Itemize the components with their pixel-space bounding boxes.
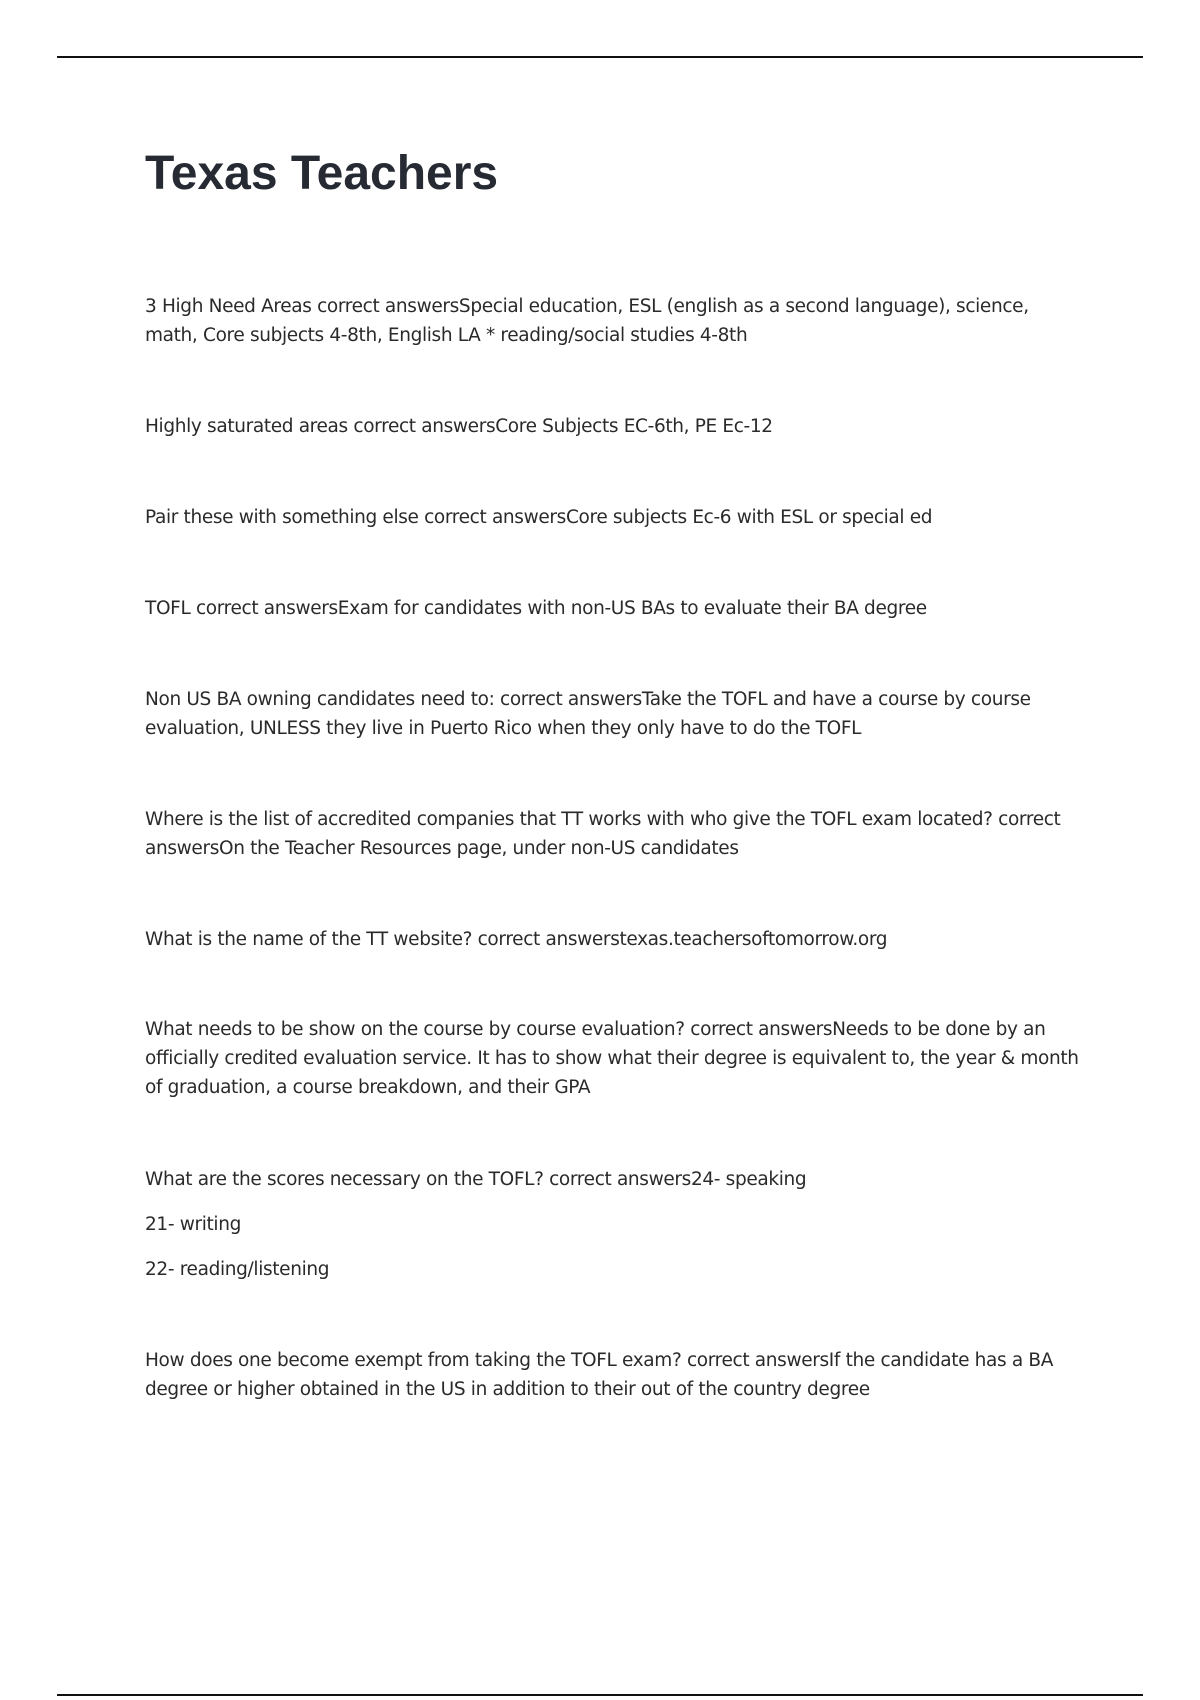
qa-text: 3 High Need Areas correct answersSpecial education, ESL (english as a second language), science, math, Core subjects 4-8th, English LA * reading/social studies 4-8th	[145, 296, 1029, 346]
qa-entry	[145, 292, 1085, 350]
top-rule	[57, 56, 1143, 58]
qa-entry	[145, 1346, 1085, 1404]
qa-text: What is the name of the TT website? correct answerstexas.teachersoftomorrow.org	[145, 929, 888, 950]
qa-text-line: 22- reading/listening	[145, 1259, 330, 1280]
qa-text: TOFL correct answersExam for candidates with non-US BAs to evaluate their BA degree	[145, 598, 927, 619]
bottom-rule	[57, 1694, 1143, 1696]
qa-entry	[145, 1165, 1085, 1284]
qa-text: Highly saturated areas correct answersCore Subjects EC-6th, PE Ec-12	[145, 416, 773, 437]
qa-text-line: 21- writing	[145, 1214, 241, 1235]
qa-text: Pair these with something else correct answersCore subjects Ec-6 with ESL or special ed	[145, 507, 933, 528]
qa-entry	[145, 503, 1085, 532]
qa-text: What are the scores necessary on the TOFL? correct answers24- speaking	[145, 1169, 807, 1190]
qa-entry	[145, 805, 1085, 863]
qa-entry	[145, 412, 1085, 441]
qa-entry	[145, 685, 1085, 743]
qa-text: How does one become exempt from taking the TOFL exam? correct answersIf the candidate has a BA degree or higher obtained in the US in addition to their out of the country degree	[145, 1350, 1054, 1400]
qa-text: Where is the list of accredited companies that TT works with who give the TOFL exam located? correct answersOn the Teacher Resources page, under non-US candidates	[145, 809, 1061, 859]
qa-entry	[145, 1015, 1085, 1102]
qa-text: What needs to be show on the course by course evaluation? correct answersNeeds to be done by an officially credited evaluation service. It has to show what their degree is equivalent to, the year & month of graduation, a course breakdown, and their GPA	[145, 1019, 1079, 1098]
qa-text: Non US BA owning candidates need to: correct answersTake the TOFL and have a course by course evaluation, UNLESS they live in Puerto Rico when they only have to do the TOFL	[145, 689, 1031, 739]
qa-entry	[145, 594, 1085, 623]
qa-entry	[145, 925, 1085, 954]
document-title: Texas Teachers	[145, 147, 499, 200]
